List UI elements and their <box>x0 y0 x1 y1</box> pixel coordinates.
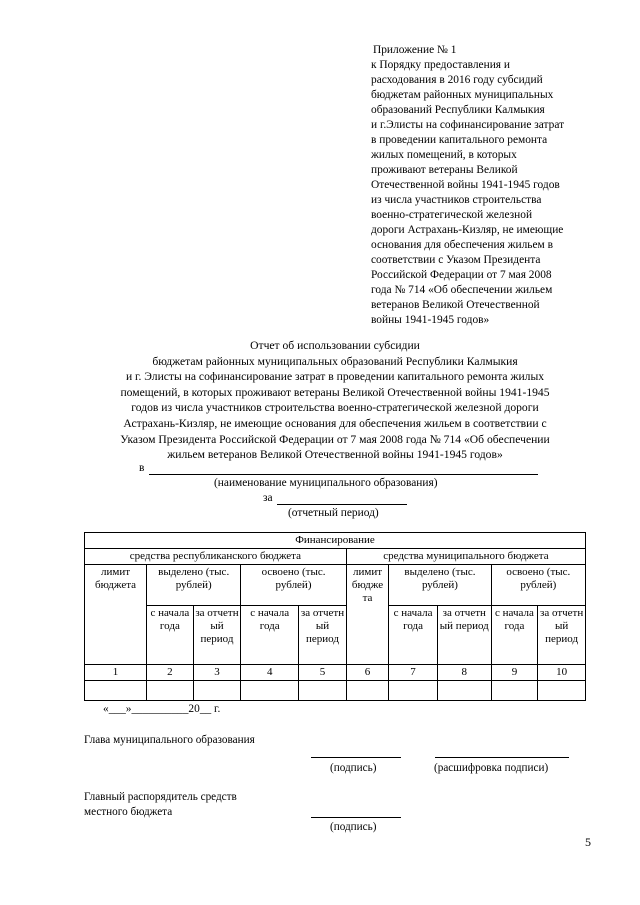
annex-line: Российской Федерации от 7 мая 2008 <box>371 269 552 281</box>
annex-line: образований Республики Калмыкия <box>371 104 545 116</box>
municipal-budget-header: средства муниципального бюджета <box>346 549 585 565</box>
report-title <box>70 338 600 463</box>
column-number: 1 <box>85 665 147 681</box>
spent-municipal-header: освоено (тыс. рублей) <box>491 565 585 606</box>
column-number: 3 <box>193 665 241 681</box>
column-number: 8 <box>437 665 491 681</box>
date-line: «___»__________20__ г. <box>103 703 221 715</box>
report-title-line: жильем ветеранов Великой Отечественной войны 1941-1945 годов» <box>167 448 503 462</box>
annex-line: к Порядку предоставления и <box>371 59 510 71</box>
annex-line: года № 714 «Об обеспечении жильем <box>371 284 553 296</box>
signature-caption: (подпись) <box>330 762 377 774</box>
annex-block <box>371 43 616 328</box>
annex-line: проживают ветераны Великой <box>371 164 518 176</box>
mo-name-caption: (наименование муниципального образования) <box>214 477 438 489</box>
head-decoding-field[interactable] <box>435 757 569 758</box>
annex-line: дороги Астрахань-Кизляр, не имеющие <box>371 224 564 236</box>
annex-line: основания для обеспечения жильем в <box>371 239 553 251</box>
table-cell[interactable] <box>241 681 299 701</box>
in-prefix: в <box>139 462 145 474</box>
since-start-header: с начала года <box>241 606 299 665</box>
report-title-line: и г. Элисты на софинансирование затрат в проведении капитального ремонта жилых <box>125 370 545 384</box>
report-title-line: бюджетам районных муниципальных образований Республики Калмыкия <box>152 354 518 368</box>
annex-line: военно-стратегической железной <box>371 209 533 221</box>
annex-line: жилых помещений, в которых <box>371 149 517 161</box>
head-label: Глава муниципального образования <box>84 734 255 746</box>
column-number: 6 <box>346 665 388 681</box>
report-title-line: Отчет об использовании субсидии <box>250 339 420 352</box>
annex-line: ветеранов Великой Отечественной <box>371 299 540 311</box>
column-number: 7 <box>389 665 438 681</box>
for-period-header: за отчетн ый период <box>437 606 491 665</box>
annex-line: Приложение № 1 <box>373 44 457 56</box>
column-number: 4 <box>241 665 299 681</box>
annex-line: бюджетам районных муниципальных <box>371 89 554 101</box>
table-cell[interactable] <box>538 681 586 701</box>
head-signature-field[interactable] <box>311 757 401 758</box>
table-cell[interactable] <box>299 681 347 701</box>
annex-line: в проведении капитального ремонта <box>371 134 548 146</box>
for-period-header: за отчетн ый период <box>538 606 586 665</box>
since-start-header: с начала года <box>389 606 438 665</box>
table-cell[interactable] <box>85 681 147 701</box>
financing-header: Финансирование <box>85 533 586 549</box>
table-cell[interactable] <box>389 681 438 701</box>
manager-signature-field[interactable] <box>311 817 401 818</box>
mo-name-field[interactable] <box>149 474 538 475</box>
report-title-line: Указом Президента Российской Федерации от 7 мая 2008 года № 714 «Об обеспечении <box>120 432 550 446</box>
column-number: 9 <box>491 665 538 681</box>
financing-table <box>84 532 586 701</box>
allocated-municipal-header: выделено (тыс. рублей) <box>389 565 491 606</box>
table-cell[interactable] <box>491 681 538 701</box>
limit-republic-header: лимит бюджета <box>85 565 147 665</box>
report-title-line: годов из числа участников строительства военно-стратегической железной дороги <box>131 401 539 415</box>
allocated-republic-header: выделено (тыс. рублей) <box>147 565 241 606</box>
page-number: 5 <box>585 835 591 849</box>
spent-republic-header: освоено (тыс. рублей) <box>241 565 347 606</box>
for-period-header: за отчетн ый период <box>193 606 241 665</box>
table-cell[interactable] <box>437 681 491 701</box>
table-cell[interactable] <box>193 681 241 701</box>
signature-caption: (подпись) <box>330 821 377 833</box>
annex-line: Отечественной войны 1941-1945 годов <box>371 179 560 191</box>
manager-label: Главный распорядитель средств <box>84 791 237 803</box>
annex-line: расходования в 2016 году субсидий <box>371 74 543 86</box>
column-number: 5 <box>299 665 347 681</box>
annex-line: соответствии с Указом Президента <box>371 254 541 266</box>
manager-label: местного бюджета <box>84 806 173 818</box>
column-number: 10 <box>538 665 586 681</box>
annex-line: и г.Элисты на софинансирование затрат <box>371 119 565 131</box>
for-period-header: за отчетн ый период <box>299 606 347 665</box>
since-start-header: с начала года <box>147 606 194 665</box>
table-cell[interactable] <box>147 681 194 701</box>
column-number: 2 <box>147 665 194 681</box>
annex-line: из числа участников строительства <box>371 194 542 206</box>
decoding-caption: (расшифровка подписи) <box>434 762 549 774</box>
period-field[interactable] <box>277 504 407 505</box>
since-start-header: с начала года <box>491 606 538 665</box>
limit-municipal-header: лимит бюдже та <box>346 565 388 665</box>
report-title-line: помещений, в которых проживают ветераны Великой Отечественной войны 1941-1945 <box>120 385 550 399</box>
report-title-line: Астрахань-Кизляр, не имеющие основания для обеспечения жильем в соответствии с <box>123 416 547 430</box>
period-caption: (отчетный период) <box>288 507 379 519</box>
annex-line: войны 1941-1945 годов» <box>371 314 490 326</box>
republic-budget-header: средства республиканского бюджета <box>85 549 347 565</box>
table-cell[interactable] <box>346 681 388 701</box>
period-prefix: за <box>263 492 273 504</box>
